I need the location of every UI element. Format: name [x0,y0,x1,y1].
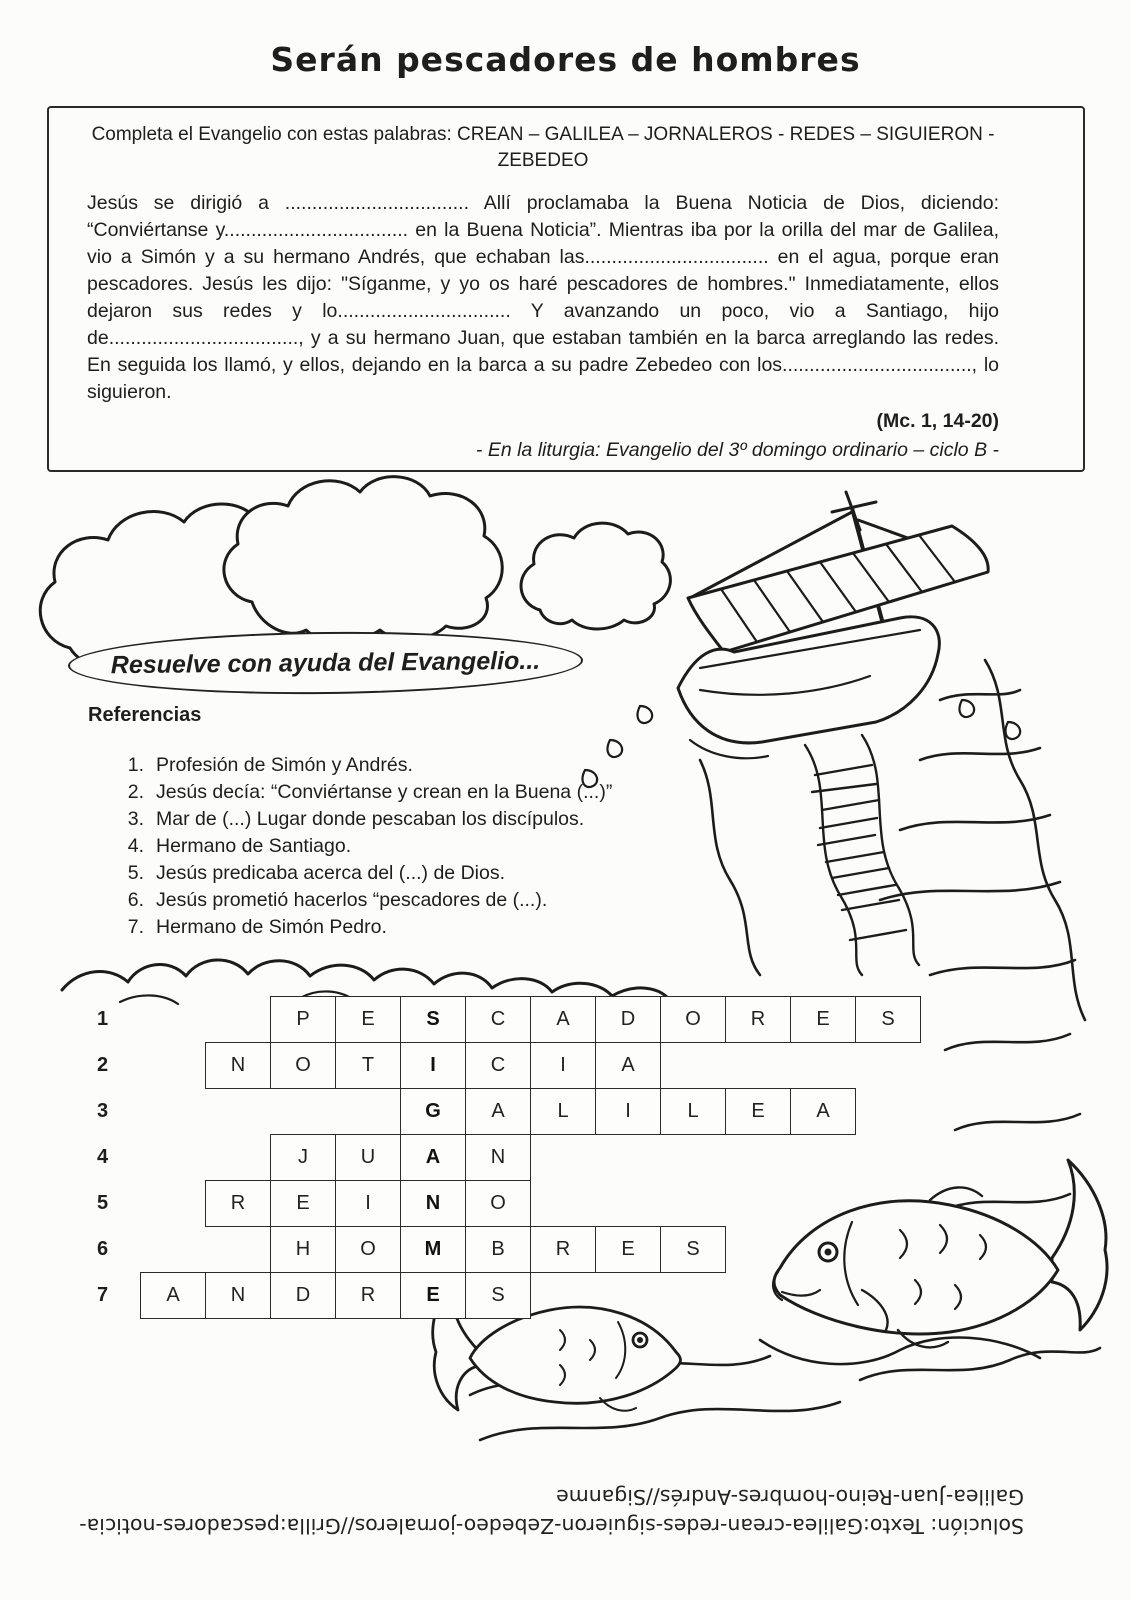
sailboat-drawing [678,492,988,758]
crossword-cell: A [530,996,596,1043]
crossword-cell: E [595,1226,661,1273]
crossword-cell: A [790,1088,856,1135]
crossword-cell: I [400,1042,466,1089]
gospel-text: Jesús se dirigió a .................................. Allí proclamaba la Buena Noticia de Dios, diciendo: “Conviértanse y.................................. en la Buena Noticia”. Mientras iba por la orilla del mar de Galilea, vio a Simón y a su hermano Andrés, que echaban las.................................. en el agua, porque eran pescadores. Jesús les dijo: "Síganme, y yo os haré pescadores de hombres." Inmediatamente, ellos dejaron sus redes y lo................................ Y avanzando un poco, vio a Santiago, hijo de..................................., y a su hermano Juan, que estaban también en la barca arreglando las redes. En seguida los llamó, y ellos, dejando en la barca a su padre Zebedeo con los..................................., lo siguieron. [87,192,999,403]
crossword-cell: G [400,1088,466,1135]
reference-text: Jesús prometió hacerlos “pescadores de (...). [156,889,548,911]
reference-item [112,860,732,887]
crossword-cell: N [205,1272,271,1319]
crossword-cell: E [790,996,856,1043]
crossword-cell: L [660,1088,726,1135]
crossword-cell: I [335,1180,401,1227]
reference-text: Jesús predicaba acerca del (...) de Dios. [156,862,506,884]
crossword-row [0,1042,1131,1089]
reference-number: 7. [127,916,144,938]
crossword-row [0,1134,1131,1181]
crossword-cell: O [660,996,726,1043]
references-title: Referencias [88,704,202,726]
page-title: Serán pescadores de hombres [270,40,861,79]
crossword-cell: E [725,1088,791,1135]
reference-item [112,887,732,914]
liturgy-note: - En la liturgia: Evangelio del 3º domingo ordinario – ciclo B - [475,439,999,461]
reference-text: Jesús decía: “Conviértanse y crean en la Buena (...)” [156,781,613,803]
crossword-row-number: 4 [97,1146,109,1168]
reference-number: 3. [127,808,144,830]
crossword-cell: A [140,1272,206,1319]
reference-text: Mar de (...) Lugar donde pescaban los discípulos. [156,808,585,830]
crossword-cell: S [400,996,466,1043]
crossword-cell: D [595,996,661,1043]
crossword-cell: N [465,1134,531,1181]
crossword-cell: S [465,1272,531,1319]
solution-block [20,1482,1024,1540]
crossword-row [0,1272,1131,1319]
reference-text: Hermano de Simón Pedro. [156,916,387,938]
reference-item [112,752,732,779]
crossword-row [0,996,1131,1043]
puzzle-prompt-text: Resuelve con ayuda del Evangelio... [110,646,541,679]
crossword-cell: U [335,1134,401,1181]
crossword-row-number: 1 [97,1008,109,1030]
reference-item [112,914,732,941]
crossword-cell: T [335,1042,401,1089]
reference-number: 1. [127,754,144,776]
reference-number: 4. [127,835,144,857]
crossword-cell: A [400,1134,466,1181]
crossword-cell: N [400,1180,466,1227]
crossword-row [0,1180,1131,1227]
crossword-cell: O [270,1042,336,1089]
crossword-cell: C [465,1042,531,1089]
instructions-line2: ZEBEDEO [497,150,589,171]
crossword-cell: E [335,996,401,1043]
crossword-cell: B [465,1226,531,1273]
crossword-cell: L [530,1088,596,1135]
crossword-cell: O [335,1226,401,1273]
reference-item [112,779,732,806]
crossword-row-number: 2 [97,1054,109,1076]
crossword-cell: S [660,1226,726,1273]
crossword-row-number: 5 [97,1192,109,1214]
crossword-cell: D [270,1272,336,1319]
references-list [112,752,732,941]
crossword-cell: O [465,1180,531,1227]
bible-citation: (Mc. 1, 14-20) [876,410,999,432]
solution-line2: Galilea-Juan-Reino-hombres-Andrés//Siganme [556,1485,1024,1509]
crossword-row [0,1088,1131,1135]
crossword-cell: C [465,996,531,1043]
crossword-row [0,1226,1131,1273]
reference-item [112,833,732,860]
crossword-cell: R [530,1226,596,1273]
reference-number: 6. [127,889,144,911]
net-band-drawing [805,735,919,975]
crossword-cell: R [725,996,791,1043]
reference-number: 5. [127,862,144,884]
crossword-grid [0,996,1131,1326]
instructions-line1: Completa el Evangelio con estas palabras: CREAN – GALILEA – JORNALEROS - REDES – SIGUIERON - [91,124,995,145]
crossword-cell: P [270,996,336,1043]
crossword-cell: H [270,1226,336,1273]
crossword-row-number: 3 [97,1100,109,1122]
crossword-cell: S [855,996,921,1043]
crossword-cell: E [400,1272,466,1319]
crossword-cell: J [270,1134,336,1181]
exercise-box [47,106,1085,472]
crossword-row-number: 6 [97,1238,109,1260]
reference-number: 2. [127,781,144,803]
crossword-cell: N [205,1042,271,1089]
crossword-cell: I [530,1042,596,1089]
crossword-cell: E [270,1180,336,1227]
solution-line1: Solución: Texto:Galilea-crean-redes-siguieron-Zebedeo-jornaleros//Grilla:pescadores-noticia- [79,1514,1024,1538]
crossword-row-number: 7 [97,1284,109,1306]
crossword-cell: R [335,1272,401,1319]
reference-item [112,806,732,833]
crossword-cell: I [595,1088,661,1135]
crossword-cell: R [205,1180,271,1227]
crossword-cell: M [400,1226,466,1273]
crossword-cell: A [465,1088,531,1135]
crossword-cell: A [595,1042,661,1089]
reference-text: Hermano de Santiago. [156,835,352,857]
reference-text: Profesión de Simón y Andrés. [156,754,413,776]
